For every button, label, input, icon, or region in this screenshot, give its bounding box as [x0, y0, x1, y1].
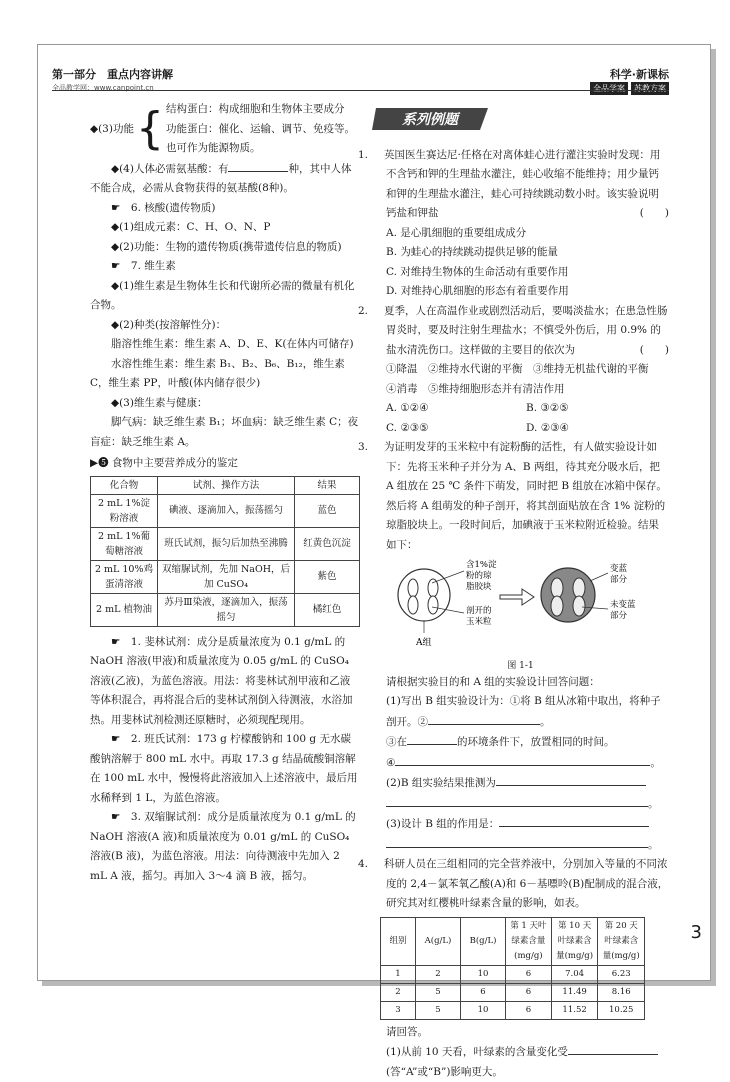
- question-4: 4. 科研人员在三组相同的完全营养液中，分别加入等量的不同浓度的 2,4－氯苯氧乙酸(A)和 6－基嘌呤(B)配制成的混合液，研究其对红樱桃叶绿素含量的影响，如表。: [358, 858, 669, 909]
- table-header: A(g/L): [416, 917, 461, 965]
- vitamin-fat: 脂溶性维生素：维生素 A、D、E、K(在体内可储存): [111, 338, 354, 350]
- halo-icon: [573, 596, 585, 616]
- table-header-row: [381, 917, 645, 965]
- vitamin-water: 水溶性维生素：维生素 B₁、B₂、B₆、B₁₂，维生素 C，维生素 PP，叶酸(体内储存很少): [90, 357, 345, 389]
- table-cell: 班氏试剂，振匀后加热至沸腾: [158, 527, 295, 560]
- table-row: [381, 1001, 645, 1019]
- arrow-icon: [500, 589, 534, 605]
- table-row: [91, 593, 360, 626]
- table-cell: 11.49: [551, 983, 598, 1001]
- q2-option-b[interactable]: B. ③②⑤: [526, 402, 569, 414]
- seed-icon: [408, 596, 418, 614]
- question-1: 1. 英国医生赛达尼·任格在对离体蛙心进行灌注实验时发现：用不含钙和钾的生理盐水灌注，蛙心收缩不能维持；用少量钙和钾的生理盐水灌注，蛙心可持续跳动数小时。该实验说明钙盐和钾盐 ( ): [372, 146, 669, 224]
- vitamin-def: ◆(1)维生素是生物体生长和代谢所必需的微量有机化合物。: [90, 279, 355, 311]
- q4-ask: 请回答。: [386, 1025, 428, 1038]
- nucleic-title: ☛ 6. 核酸(遗传物质): [111, 201, 216, 214]
- table-cell: 7.04: [551, 965, 598, 983]
- q2-options-row1: [372, 399, 669, 419]
- answer-bracket[interactable]: ( ): [639, 343, 669, 356]
- banner-title: 系列例题: [402, 112, 458, 128]
- header-tag-2: 苏教方案: [631, 82, 669, 95]
- label-group: A组: [416, 638, 432, 648]
- header-tags: [590, 82, 669, 95]
- table-header-row: [91, 476, 360, 494]
- q3-part-3: (3)设计 B 组的作用是：: [372, 814, 669, 835]
- table-cell: 5: [416, 983, 461, 1001]
- dish-a: [398, 569, 450, 621]
- vitamin-health: 脚气病：缺乏维生素 B₁；坏血病：缺乏维生素 C；夜盲症：缺乏维生素 A。: [90, 416, 359, 448]
- halo-icon: [551, 596, 563, 616]
- q3-part-1c: ③在 的环境条件下，放置相同的时间。: [372, 732, 669, 753]
- table-cell: 8.16: [598, 983, 645, 1001]
- table-cell: 红黄色沉淀: [295, 527, 360, 560]
- nutrient-table: [90, 476, 360, 627]
- table-cell: 2 mL 1%葡萄糖溶液: [91, 527, 158, 560]
- function-label: ◆(3)功能: [90, 122, 134, 135]
- table-row: [91, 560, 360, 593]
- halo-icon: [551, 578, 563, 598]
- header-tag-1: 全品学案: [590, 82, 628, 95]
- table-cell: 橘红色: [295, 593, 360, 626]
- table-cell: 10: [461, 965, 506, 983]
- label-agar-1: 含1%淀: [466, 560, 497, 570]
- label-seed-1: 剖开的: [466, 606, 492, 616]
- seed-icon: [428, 596, 438, 614]
- answer-blank[interactable]: [568, 1042, 658, 1055]
- table-cell: 2 mL 植物油: [91, 593, 158, 626]
- answer-blank[interactable]: [386, 835, 648, 848]
- q1-option-a[interactable]: A. 是心肌细胞的重要组成成分: [386, 226, 527, 239]
- amino-acid-para: ◆(4)人体必需氨基酸：有 种，其中人体不能合成，必需从食物获得的氨基酸(8种)。: [90, 159, 360, 199]
- table-header: 化合物: [91, 476, 158, 494]
- q2-option-c[interactable]: C. ②③⑤: [386, 421, 429, 434]
- nucleic-function: ◆(2)功能：生物的遗传物质(携带遗传信息的物质): [111, 240, 342, 253]
- table-cell: 6: [506, 1001, 552, 1019]
- q3-part-3-line: 。: [372, 835, 669, 856]
- table-header: 第 1 天叶绿素含量(mg/g): [506, 917, 552, 965]
- figure-1-1: [372, 555, 669, 651]
- table-cell: 碘液、逐滴加入，振荡摇匀: [158, 494, 295, 527]
- table-cell: 6: [506, 965, 552, 983]
- answer-blank[interactable]: [407, 732, 457, 745]
- label-seed-2: 玉米粒: [466, 617, 492, 627]
- q3-part-2-line: 。: [372, 794, 669, 815]
- halo-icon: [573, 578, 585, 598]
- table-header: 组别: [381, 917, 416, 965]
- q2-options-row2: [372, 419, 669, 439]
- table-cell: 6: [506, 983, 552, 1001]
- header-section-title: 第一部分 重点内容讲解: [52, 68, 173, 81]
- q1-option-b[interactable]: B. 为蛙心的持续跳动提供足够的能量: [386, 246, 558, 258]
- label-agar-3: 脂胶块: [466, 582, 492, 592]
- dish-result: [541, 568, 595, 622]
- table-row: [91, 494, 360, 527]
- table-cell: 苏丹Ⅲ染液，逐滴加入，振荡摇匀: [158, 593, 295, 626]
- label-agar-2: 粉的琼: [466, 571, 492, 581]
- table-cell: 2 mL 10%鸡蛋清溶液: [91, 560, 158, 593]
- section-5-title: ▶❺ 食物中主要营养成分的鉴定: [90, 457, 238, 469]
- left-column: [90, 100, 360, 886]
- header-subject: 科学·新课标: [609, 68, 669, 81]
- table-cell: 10.25: [598, 1001, 645, 1019]
- label-blue-2: 部分: [610, 575, 628, 585]
- function-group: [90, 100, 360, 159]
- table-cell: 6.23: [598, 965, 645, 983]
- table-cell: 2: [381, 983, 416, 1001]
- table-row: [91, 527, 360, 560]
- table-cell: 6: [461, 983, 506, 1001]
- answer-blank[interactable]: [228, 159, 288, 172]
- reagent-fehling: ☛ 1. 斐林试剂：成分是质量浓度为 0.1 g/mL 的 NaOH 溶液(甲液)和质量浓度为 0.05 g/mL 的 CuSO₄ 溶液(乙液)，为蓝色溶液。用法：将斐林试剂甲液和乙液等体积混合，再将混合后的斐林试剂倒入待测液，水浴加热。用斐林试剂检测还原糖时，必须现配现用。: [90, 635, 353, 726]
- question-2: 2. 夏季，人在高温作业或剧烈活动后，要喝淡盐水；在患急性肠胃炎时，要及时注射生理盐水；不慎受外伤后，用 0.9% 的盐水清洗伤口。这样做的主要目的依次为 ( ): [372, 302, 669, 361]
- q4-part-1: (1)从前 10 天看，叶绿素的含量变化受 (答“A”或“B”)影响更大。: [372, 1042, 669, 1082]
- table-cell: 2 mL 1%淀粉溶液: [91, 494, 158, 527]
- reagent-benedict: ☛ 2. 班氏试剂：173 g 柠檬酸钠和 100 g 无水碳酸钠溶解于 800 mL 水中。再取 17.3 g 结晶硫酸铜溶解在 100 mL 水中，慢慢将此溶液加入上述溶液中，最后用水稀释到 1 L，为蓝色溶液。: [90, 733, 358, 804]
- chlorophyll-table: [380, 917, 645, 1020]
- q3-part-1d: ④ 。: [372, 753, 669, 774]
- nucleic-element: ◆(1)组成元素：C、H、O、N、P: [111, 221, 271, 233]
- table-cell: 10: [461, 1001, 506, 1019]
- vitamin-title: ☛ 7. 维生素: [111, 260, 176, 272]
- header-divider: [52, 90, 669, 91]
- vitamin-health-title: ◆(3)维生素与健康：: [111, 396, 208, 409]
- answer-blank[interactable]: [386, 794, 648, 807]
- q2-option-d[interactable]: D. ②③④: [526, 421, 569, 434]
- label-noblue-2: 部分: [610, 611, 628, 621]
- q2-option-a[interactable]: A. ①②④: [386, 402, 429, 414]
- function-item: 功能蛋白：催化、运输、调节、免疫等。: [165, 122, 355, 135]
- table-cell: 5: [416, 1001, 461, 1019]
- page-number: 3: [690, 922, 702, 943]
- page-header: [52, 66, 669, 100]
- q3-part-1: (1)写出 B 组实验设计为：①将 B 组从冰箱中取出，将种子剖开。② 。: [386, 695, 661, 728]
- table-cell: 3: [381, 1001, 416, 1019]
- section-banner: [372, 106, 492, 132]
- question-3: 3. 为证明发芽的玉米粒中有淀粉酶的活性，有人做实验设计如下：先将玉米种子并分为 A、B 两组，待其充分吸水后，把 A 组放在 25 ℃ 条件下萌发，同时把 B 组放在冰箱中保存。然后将 A 组萌发的种子剖开，将其剖面贴放在含 1% 淀粉的琼脂胶块上。一段时间后，加碘液于玉米粒附近检验。结果如下：: [358, 441, 667, 551]
- table-cell: 紫色: [295, 560, 360, 593]
- function-items: [166, 100, 355, 159]
- table-cell: 1: [381, 965, 416, 983]
- brace-icon: {: [135, 103, 164, 155]
- table-cell: 2: [416, 965, 461, 983]
- answer-blank[interactable]: [499, 814, 649, 827]
- table-row: [381, 965, 645, 983]
- table-cell: 蓝色: [295, 494, 360, 527]
- header-url: 全品教学网：www.canpoint.cn: [52, 84, 154, 92]
- reagent-biuret: ☛ 3. 双缩脲试剂：成分是质量浓度为 0.1 g/mL 的 NaOH 溶液(A 液)和质量浓度为 0.01 g/mL 的 CuSO₄ 溶液(B 液)，为蓝色溶液。用法：向待测液中先加入 2 mL A 液，摇匀。再加入 3～4 滴 B 液，摇匀。: [90, 811, 356, 882]
- vitamin-types: ◆(2)种类(按溶解性分)：: [111, 318, 227, 331]
- answer-blank[interactable]: [496, 773, 646, 786]
- figure-caption: 图 1-1: [507, 660, 534, 671]
- q1-option-c[interactable]: C. 对维持生物体的生命活动有重要作用: [386, 265, 569, 278]
- answer-blank[interactable]: [395, 753, 650, 766]
- table-header: 第 10 天叶绿素含量(mg/g): [551, 917, 598, 965]
- q3-part-2: (2)B 组实验结果推测为: [372, 773, 669, 794]
- label-blue-1: 变蓝: [610, 564, 628, 574]
- table-header: 试剂、操作方法: [158, 476, 295, 494]
- q1-option-d[interactable]: D. 对维持心肌细胞的形态有着重要作用: [386, 285, 569, 297]
- q3-ask: 请根据实验目的和 A 组的实验设计回答问题：: [386, 675, 600, 688]
- answer-blank[interactable]: [428, 712, 540, 725]
- table-header: 结果: [295, 476, 360, 494]
- table-header: B(g/L): [461, 917, 506, 965]
- function-item: 也可作为能源物质。: [165, 142, 261, 154]
- seed-icon: [428, 579, 438, 597]
- table-row: [381, 983, 645, 1001]
- function-item: 结构蛋白：构成细胞和生物体主要成分: [165, 103, 345, 115]
- table-cell: 11.52: [551, 1001, 598, 1019]
- label-noblue-1: 未变蓝: [610, 600, 636, 610]
- table-header: 第 20 天叶绿素含量(mg/g): [598, 917, 645, 965]
- seed-icon: [408, 579, 418, 597]
- q2-items: ①降温 ②维持水代谢的平衡 ③维持无机盐代谢的平衡 ④消毒 ⑤维持细胞形态并有清洁作用: [386, 363, 659, 395]
- right-column: [358, 100, 669, 1082]
- table-cell: 双缩脲试剂，先加 NaOH，后加 CuSO₄: [158, 560, 295, 593]
- answer-bracket[interactable]: ( ): [639, 207, 669, 219]
